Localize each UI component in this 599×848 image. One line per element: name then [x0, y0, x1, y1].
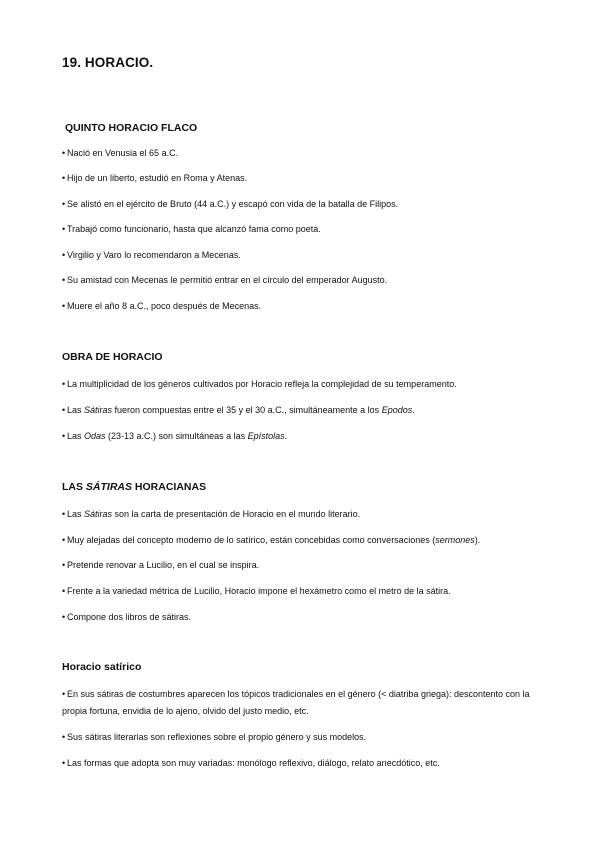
list-item: • Nació en Venusia el 65 a.C. — [62, 148, 179, 158]
bullet: • — [62, 148, 66, 158]
list-item: • Se alistó en el ejército de Bruto (44 a.C.) y escapó con vida de la batalla de Filipos. — [62, 199, 399, 209]
section-heading-satiras: LAS SÁTIRAS HORACIANAS — [62, 481, 207, 493]
list-item: • Las formas que adopta son muy variadas: monólogo reflexivo, diálogo, relato anecdótico, etc. — [62, 758, 440, 768]
bullet: • — [62, 509, 66, 519]
page-title: 19. HORACIO. — [62, 55, 154, 70]
section-heading-obra: OBRA DE HORACIO — [62, 351, 163, 363]
list-item: • En sus sátiras de costumbres aparecen los tópicos tradicionales en el género (< diatriba griega): descontento con la propia fortuna, envidia de lo ajeno, olvido del justo medio, etc. — [62, 686, 532, 720]
list-item: • Las Odas (23-13 a.C.) son simultáneas a las Epístolas. — [62, 431, 288, 441]
list-item: • Trabajó como funcionario, hasta que alcanzó fama como poeta. — [62, 224, 321, 234]
list-item: • Hijo de un liberto, estudió en Roma y Atenas. — [62, 173, 248, 183]
list-item: • Pretende renovar a Lucilio, en el cual se inspira. — [62, 560, 260, 570]
bullet: • — [62, 431, 66, 441]
bullet: • — [62, 758, 66, 768]
bullet: • — [62, 732, 66, 742]
section-heading-horacio-satirico: Horacio satírico — [62, 661, 142, 673]
bullet: • — [62, 224, 66, 234]
bullet: • — [62, 301, 66, 311]
list-item: • Las Sátiras fueron compuestas entre el 35 y el 30 a.C., simultáneamente a los Epodos. — [62, 405, 415, 415]
list-item: • Muy alejadas del concepto moderno de lo satírico, están concebidas como conversaciones (sermones). — [62, 535, 481, 545]
list-item: • La multiplicidad de los géneros cultivados por Horacio refleja la complejidad de su temperamento. — [62, 379, 457, 389]
section-heading-quinto: QUINTO HORACIO FLACO — [65, 122, 198, 134]
bullet: • — [62, 689, 66, 699]
list-item: • Compone dos libros de sátiras. — [62, 612, 192, 622]
bullet: • — [62, 379, 66, 389]
bullet: • — [62, 275, 66, 285]
list-item: • Las Sátiras son la carta de presentación de Horacio en el mundo literario. — [62, 509, 361, 519]
list-item: • Frente a la variedad métrica de Lucilio, Horacio impone el hexámetro como el metro de la sátira. — [62, 586, 451, 596]
bullet: • — [62, 250, 66, 260]
bullet: • — [62, 199, 66, 209]
bullet: • — [62, 586, 66, 596]
list-item: • Sus sátiras literarias son reflexiones sobre el propio género y sus modelos. — [62, 732, 367, 742]
list-item: • Muere el año 8 a.C., poco después de Mecenas. — [62, 301, 262, 311]
list-item: • Virgilio y Varo lo recomendaron a Mecenas. — [62, 250, 241, 260]
bullet: • — [62, 405, 66, 415]
bullet: • — [62, 612, 66, 622]
bullet: • — [62, 173, 66, 183]
bullet: • — [62, 560, 66, 570]
list-item: • Su amistad con Mecenas le permitió entrar en el círculo del emperador Augusto. — [62, 275, 388, 285]
bullet: • — [62, 535, 66, 545]
